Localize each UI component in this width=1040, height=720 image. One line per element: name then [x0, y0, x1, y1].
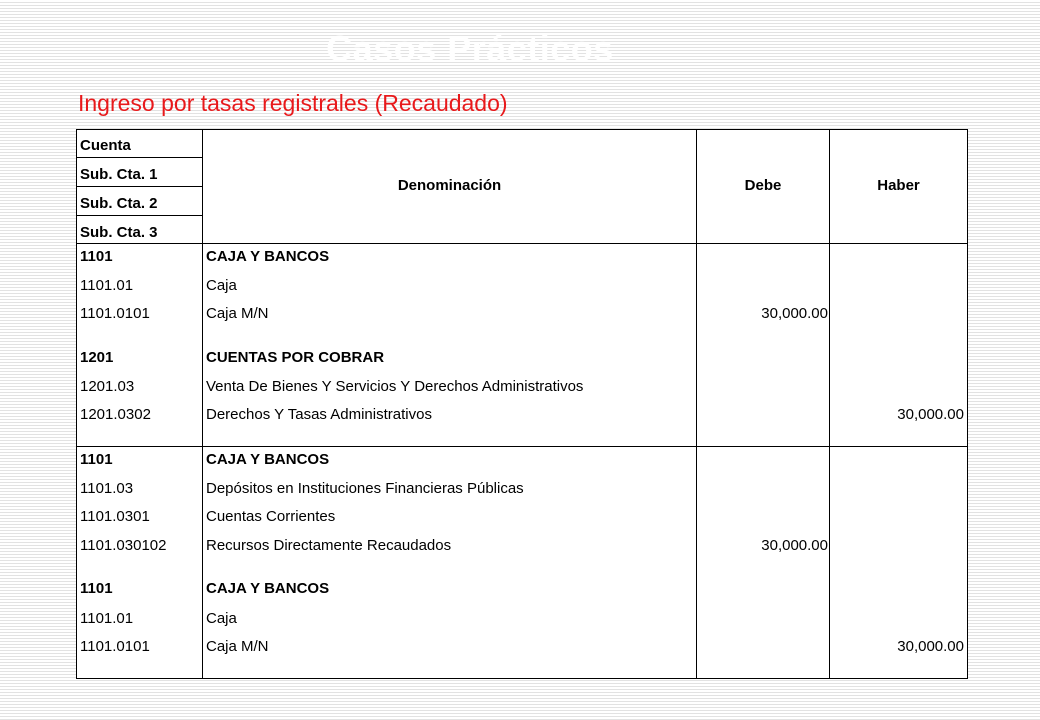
header-divider — [77, 186, 202, 187]
row-denominacion: Caja — [206, 277, 237, 294]
row-denominacion: Caja M/N — [206, 638, 269, 655]
header-divider — [77, 215, 202, 216]
row-code: 1101.030102 — [80, 537, 167, 554]
row-code: 1101.03 — [80, 480, 134, 497]
row-code: 1101.0101 — [80, 638, 150, 655]
row-code: 1101.01 — [80, 610, 134, 627]
slide-subtitle: Ingreso por tasas registrales (Recaudado) — [78, 90, 508, 116]
header-sub-cta-2: Sub. Cta. 2 — [80, 195, 158, 212]
row-denominacion: Caja M/N — [206, 305, 269, 322]
header-debe: Debe — [744, 177, 782, 194]
entry-separator — [77, 446, 967, 447]
row-code: 1101.0301 — [80, 508, 150, 525]
header-sub-cta-3: Sub. Cta. 3 — [80, 224, 158, 241]
row-code: 1101 — [80, 451, 113, 468]
row-denominacion: CAJA Y BANCOS — [206, 580, 330, 597]
row-denominacion: Cuentas Corrientes — [206, 508, 336, 525]
row-denominacion: Depósitos en Instituciones Financieras Públicas — [206, 480, 524, 497]
row-code: 1201.0302 — [80, 406, 151, 423]
column-divider — [829, 130, 830, 678]
header-denominacion: Denominación — [397, 177, 502, 194]
header-cuenta: Cuenta — [80, 137, 131, 154]
header-bottom-line — [77, 243, 967, 244]
row-code: 1101 — [80, 580, 113, 597]
header-divider — [77, 157, 202, 158]
row-denominacion: CAJA Y BANCOS — [206, 248, 330, 265]
row-debe: 30,000.00 — [761, 537, 828, 554]
row-denominacion: Derechos Y Tasas Administrativos — [206, 406, 432, 423]
slide-title: Casos Prácticos — [326, 28, 614, 69]
row-code: 1101.01 — [80, 277, 134, 294]
header-haber: Haber — [877, 177, 920, 194]
row-denominacion: CUENTAS POR COBRAR — [206, 349, 385, 366]
ledger-table — [76, 129, 968, 679]
row-code: 1101.0101 — [80, 305, 150, 322]
row-denominacion: CAJA Y BANCOS — [206, 451, 330, 468]
row-haber: 30,000.00 — [897, 638, 964, 655]
row-haber: 30,000.00 — [897, 406, 964, 423]
column-divider — [202, 130, 203, 678]
row-denominacion: Caja — [206, 610, 237, 627]
row-code: 1201 — [80, 349, 114, 366]
row-denominacion: Recursos Directamente Recaudados — [206, 537, 452, 554]
row-denominacion: Venta De Bienes Y Servicios Y Derechos Administrativos — [206, 378, 584, 395]
row-code: 1201.03 — [80, 378, 135, 395]
row-debe: 30,000.00 — [761, 305, 828, 322]
header-sub-cta-1: Sub. Cta. 1 — [80, 166, 158, 183]
column-divider — [696, 130, 697, 678]
row-code: 1101 — [80, 248, 113, 265]
